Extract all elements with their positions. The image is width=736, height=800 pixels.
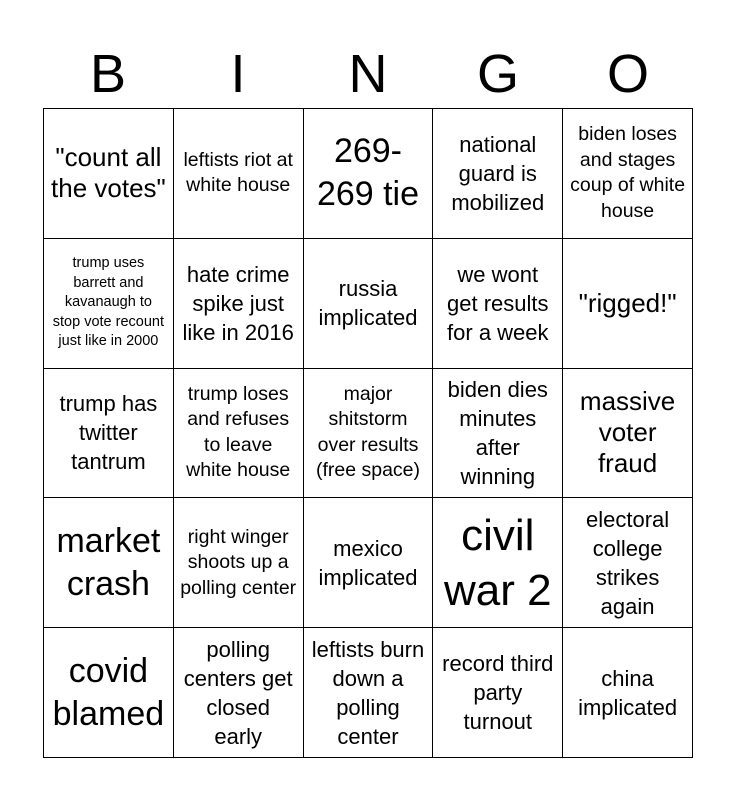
cell-text: trump uses barrett and kavanaugh to stop vote recount just like in 2000 xyxy=(52,255,165,350)
bingo-cell[interactable] xyxy=(44,498,174,628)
cell-text: record third party turnout xyxy=(442,651,554,735)
header-letter-b: B xyxy=(89,44,127,104)
bingo-board xyxy=(43,108,693,758)
bingo-cell[interactable] xyxy=(433,109,563,239)
bingo-cell[interactable] xyxy=(44,628,174,758)
bingo-cell[interactable] xyxy=(304,628,434,758)
bingo-cell[interactable] xyxy=(174,369,304,499)
cell-text: leftists burn down a polling center xyxy=(311,636,425,749)
bingo-cell[interactable] xyxy=(563,239,693,369)
bingo-cell[interactable] xyxy=(433,498,563,628)
header-letter-o: O xyxy=(606,44,649,104)
bingo-cell[interactable] xyxy=(563,109,693,239)
cell-text: 269-269 tie xyxy=(316,132,420,214)
cell-text: china implicated xyxy=(578,665,678,720)
bingo-cell[interactable] xyxy=(44,109,174,239)
bingo-cell[interactable] xyxy=(563,498,693,628)
bingo-cell[interactable] xyxy=(433,628,563,758)
cell-text: trump loses and refuses to leave white house xyxy=(186,382,291,482)
header-letter-g: G xyxy=(476,44,519,104)
cell-text: biden loses and stages coup of white house xyxy=(570,123,686,222)
bingo-cell[interactable] xyxy=(174,498,304,628)
cell-text: major shitstorm over results (free space) xyxy=(315,382,421,482)
bingo-cell[interactable] xyxy=(174,239,304,369)
bingo-cell[interactable] xyxy=(563,628,693,758)
bingo-cell[interactable] xyxy=(433,239,563,369)
cell-text: electoral college strikes again xyxy=(586,506,670,619)
cell-text: mexico implicated xyxy=(318,535,418,590)
cell-text: market crash xyxy=(56,521,161,603)
cell-text: "count all the votes" xyxy=(51,142,166,204)
cell-text: massive voter fraud xyxy=(579,386,676,479)
cell-text: hate crime spike just like in 2016 xyxy=(182,261,294,345)
cell-text: national guard is mobilized xyxy=(451,131,545,215)
bingo-cell[interactable] xyxy=(44,239,174,369)
bingo-cell[interactable] xyxy=(563,369,693,499)
cell-text: right winger shoots up a polling center xyxy=(180,525,297,599)
bingo-cell free-space[interactable] xyxy=(304,369,434,499)
bingo-cell[interactable] xyxy=(44,369,174,499)
cell-text: trump has twitter tantrum xyxy=(59,391,158,475)
cell-text: biden dies minutes after winning xyxy=(447,376,548,489)
bingo-cell[interactable] xyxy=(304,109,434,239)
bingo-cell[interactable] xyxy=(304,239,434,369)
header-letter-i: I xyxy=(230,44,246,104)
bingo-cell[interactable] xyxy=(433,369,563,499)
cell-text: covid blamed xyxy=(52,651,165,733)
cell-text: leftists riot at white house xyxy=(183,148,293,197)
cell-text: "rigged!" xyxy=(578,287,677,318)
cell-text: polling centers get closed early xyxy=(183,636,293,749)
bingo-cell[interactable] xyxy=(174,628,304,758)
cell-text: russia implicated xyxy=(318,276,418,331)
cell-text: civil war 2 xyxy=(443,510,552,615)
bingo-cell[interactable] xyxy=(174,109,304,239)
bingo-header xyxy=(43,40,693,108)
cell-text: we wont get results for a week xyxy=(447,261,549,345)
bingo-cell[interactable] xyxy=(304,498,434,628)
header-letter-n: N xyxy=(348,44,388,104)
